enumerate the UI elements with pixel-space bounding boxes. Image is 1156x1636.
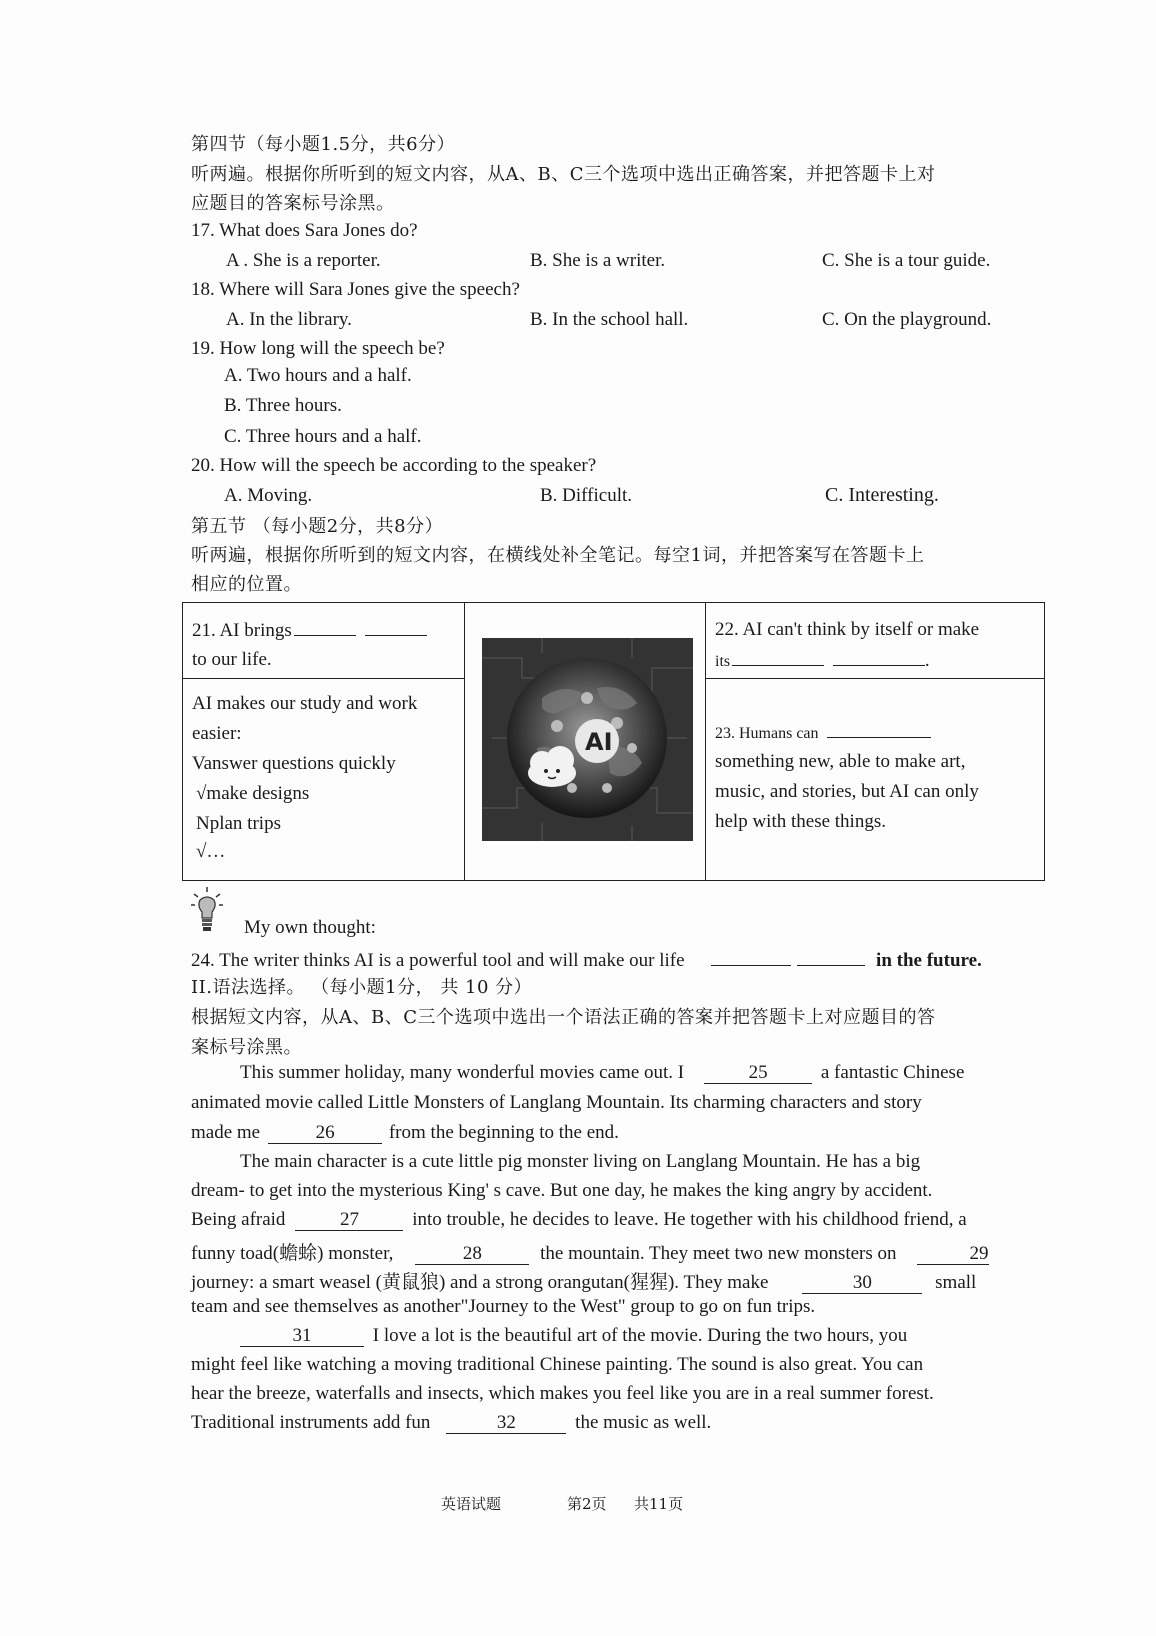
q17-option-b: B. She is a writer.	[530, 250, 666, 271]
q20-option-c: C. Interesting.	[825, 484, 939, 506]
q18-option-c: C. On the playground.	[822, 309, 992, 330]
footer-subject: 英语试题	[441, 1495, 502, 1513]
p2-line5: journey: a smart weasel (黄鼠狼) and a strong orangutan(猩猩). They make 30 small	[191, 1272, 977, 1293]
q19-option-c: C. Three hours and a half.	[224, 426, 422, 447]
q20-option-b: B. Difficult.	[540, 485, 633, 506]
q21-line2: to our life.	[192, 649, 272, 670]
q23-line3: music, and stories, but AI can only	[715, 781, 979, 802]
blank-30: 30	[802, 1273, 922, 1294]
p2-line1: The main character is a cute little pig monster living on Langlang Mountain. He has a big	[240, 1151, 921, 1172]
q21-line1: 21. AI brings	[192, 615, 427, 646]
section5-instructions-line2: 相应的位置。	[191, 574, 302, 595]
p1-line2: animated movie called Little Monsters of Langlang Mountain. Its charming characters and story	[191, 1092, 922, 1113]
p3-line2: might feel like watching a moving traditional Chinese painting. The sound is also great. You can	[191, 1354, 924, 1375]
grammar-heading: II.语法选择。 （每小题1分， 共 10 分）	[191, 977, 533, 998]
p3-line4: Traditional instruments add fun 32 the music as well.	[191, 1412, 712, 1433]
q23-line2: something new, able to make art,	[715, 751, 966, 772]
q17-option-a: A . She is a reporter.	[226, 250, 381, 271]
q17-stem: 17. What does Sara Jones do?	[191, 220, 418, 241]
blank-28: 28	[415, 1244, 529, 1265]
left-body-line5: Nplan trips	[196, 813, 281, 834]
q23-line4: help with these things.	[715, 811, 886, 832]
footer-page: 第2页	[567, 1495, 607, 1513]
q24-blank-2	[797, 945, 865, 966]
q18-option-b: B. In the school hall.	[530, 309, 689, 330]
q19-option-a: A. Two hours and a half.	[224, 365, 412, 386]
q19-option-b: B. Three hours.	[224, 395, 342, 416]
q24-blank-1	[711, 945, 791, 966]
q17-option-c: C. She is a tour guide.	[822, 250, 991, 271]
grammar-instructions-line1: 根据短文内容，从A、B、C三个选项中选出一个语法正确的答案并把答题卡上对应题目的答	[191, 1007, 936, 1028]
q18-stem: 18. Where will Sara Jones give the speech?	[191, 279, 520, 300]
q22-line1: 22. AI can't think by itself or make	[715, 619, 980, 640]
left-body-line6: √…	[196, 841, 226, 862]
p1-line1: This summer holiday, many wonderful movies came out. I 25 a fantastic Chinese	[240, 1062, 965, 1083]
p2-line3: Being afraid 27 into trouble, he decides to leave. He together with his childhood friend, a	[191, 1209, 967, 1230]
p1-line3: made me 26 from the beginning to the end.	[191, 1122, 619, 1143]
q23-line1: 23. Humans can	[715, 717, 931, 749]
q24-line: 24. The writer thinks AI is a powerful tool and will make our life in the future.	[191, 945, 982, 972]
grammar-instructions-line2: 案标号涂黑。	[191, 1037, 302, 1058]
p3-line3: hear the breeze, waterfalls and insects, which makes you feel like you are in a real summer forest.	[191, 1383, 934, 1404]
footer-total: 共11页	[634, 1495, 684, 1513]
q19-stem: 19. How long will the speech be?	[191, 338, 445, 359]
q21-blank-1	[294, 615, 356, 636]
left-body-line3: Vanswer questions quickly	[192, 753, 396, 774]
blank-31: 31	[240, 1326, 364, 1347]
q23-blank	[827, 717, 931, 738]
section4-instructions-line1: 听两遍。根据你所听到的短文内容，从A、B、C三个选项中选出正确答案，并把答题卡上对	[191, 164, 936, 185]
notes-table	[182, 602, 1045, 881]
ai-image-label: AI	[585, 728, 613, 756]
lightbulb-icon	[190, 886, 224, 932]
ai-globe-illustration	[482, 638, 693, 841]
blank-32: 32	[446, 1413, 566, 1434]
blank-25: 25	[704, 1063, 812, 1084]
section5-instructions-line1: 听两遍，根据你所听到的短文内容，在横线处补全笔记。每空1词，并把答案写在答题卡上	[191, 545, 925, 566]
left-body-line4: √make designs	[196, 783, 310, 804]
q22-blank-2	[833, 645, 925, 666]
section5-heading: 第五节 （每小题2分，共8分）	[191, 516, 444, 537]
blank-29: 29	[917, 1244, 989, 1265]
q20-stem: 20. How will the speech be according to the speaker?	[191, 455, 597, 476]
blank-26: 26	[268, 1123, 382, 1144]
q18-option-a: A. In the library.	[226, 309, 352, 330]
blank-27: 27	[295, 1210, 403, 1231]
section4-instructions-line2: 应题目的答案标号涂黑。	[191, 193, 395, 214]
ai-globe-image	[482, 638, 693, 841]
p2-line4: funny toad(蟾蜍) monster, 28 the mountain. They meet two new monsters on 29	[191, 1243, 989, 1264]
q22-blank-1	[732, 645, 824, 666]
left-body-line2: easier:	[192, 723, 242, 744]
section4-heading: 第四节（每小题1.5分，共6分）	[191, 134, 456, 155]
p2-line2: dream- to get into the mysterious King' s cave. But one day, he makes the king angry by accident.	[191, 1180, 933, 1201]
p3-line1: 31 I love a lot is the beautiful art of the movie. During the two hours, you	[240, 1325, 907, 1347]
p2-line6: team and see themselves as another"Journey to the West" group to go on fun trips.	[191, 1296, 816, 1317]
q22-line2: its .	[715, 645, 930, 677]
q20-option-a: A. Moving.	[224, 485, 313, 506]
my-own-thought-label: My own thought:	[244, 917, 376, 938]
left-body-line1: AI makes our study and work	[192, 693, 418, 714]
q21-blank-2	[365, 615, 427, 636]
